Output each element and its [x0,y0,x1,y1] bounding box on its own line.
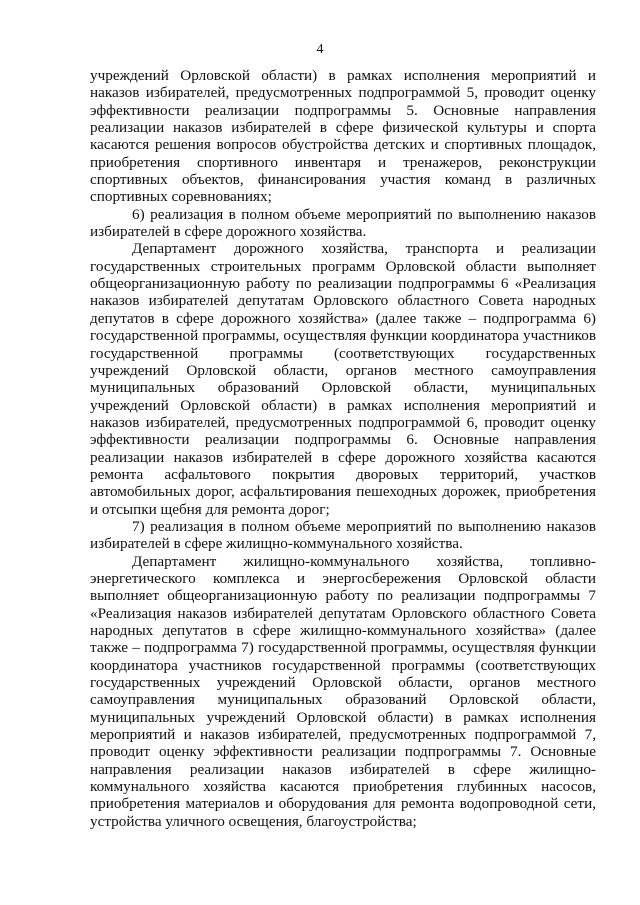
page-number: 4 [316,42,324,57]
paragraph-continuation: учреждений Орловской области) в рамках исполнения мероприятий и наказов избирателей, предусмотренных подпрограммой 5, проводит оценку эффективности реализации подпрограммы 5. Основные направления реализации наказов избирателей в сфере физической культуры и спорта касаются решения вопросов обустройства детских и спортивных площадок, приобретения спортивного инвентаря и тренажеров, реконструкции спортивных объектов, финансирования участия команд в различных спортивных соревнованиях; [90,67,596,206]
paragraph-road-department: Департамент дорожного хозяйства, транспорта и реализации государственных строительных программ Орловской области выполняет общеорганизационную работу по реализации подпрограммы 6 «Реализация наказов избирателей депутатам Орловского областного Совета народных депутатов в сфере дорожного хозяйства» (далее также – подпрограмма 6) государственной программы, осуществляя функции координатора участников государственной программы (соответствующих государственных учреждений Орловской области, органов местного самоуправления муниципальных образований Орловской области, муниципальных учреждений Орловской области) в рамках исполнения мероприятий и наказов избирателей, предусмотренных подпрограммой 6, проводит оценку эффективности реализации подпрограммы 6. Основные направления реализации наказов избирателей в сфере дорожного хозяйства касаются ремонта асфальтового покрытия дворовых территорий, участков автомобильных дорог, асфальтирования пешеходных дорожек, приобретения и отсыпки щебня для ремонта дорог; [90,240,596,518]
paragraph-item-7: 7) реализация в полном объеме мероприятий по выполнению наказов избирателей в сфере жилищно-коммунального хозяйства. [90,517,596,553]
document-body [90,67,596,830]
paragraph-housing-department: Департамент жилищно-коммунального хозяйства, топливно-энергетического комплекса и энергосбережения Орловской области выполняет общеорганизационную работу по реализации подпрограммы 7 «Реализация наказов избирателей депутатам Орловского областного Совета народных депутатов в сфере жилищно-коммунального хозяйства» (далее также – подпрограмма 7) государственной программы, осуществляя функции координатора участников государственной программы (соответствующих государственных учреждений Орловской области, органов местного самоуправления муниципальных образований Орловской области, муниципальных учреждений Орловской области) в рамках исполнения мероприятий и наказов избирателей, предусмотренных подпрограммой 7, проводит оценку эффективности реализации подпрограммы 7. Основные направления реализации наказов избирателей в сфере жилищно-коммунального хозяйства касаются приобретения глубинных насосов, приобретения материалов и оборудования для ремонта водопроводной сети, устройства уличного освещения, благоустройства; [90,552,596,830]
paragraph-item-6: 6) реализация в полном объеме мероприятий по выполнению наказов избирателей в сфере дорожного хозяйства. [90,205,596,241]
